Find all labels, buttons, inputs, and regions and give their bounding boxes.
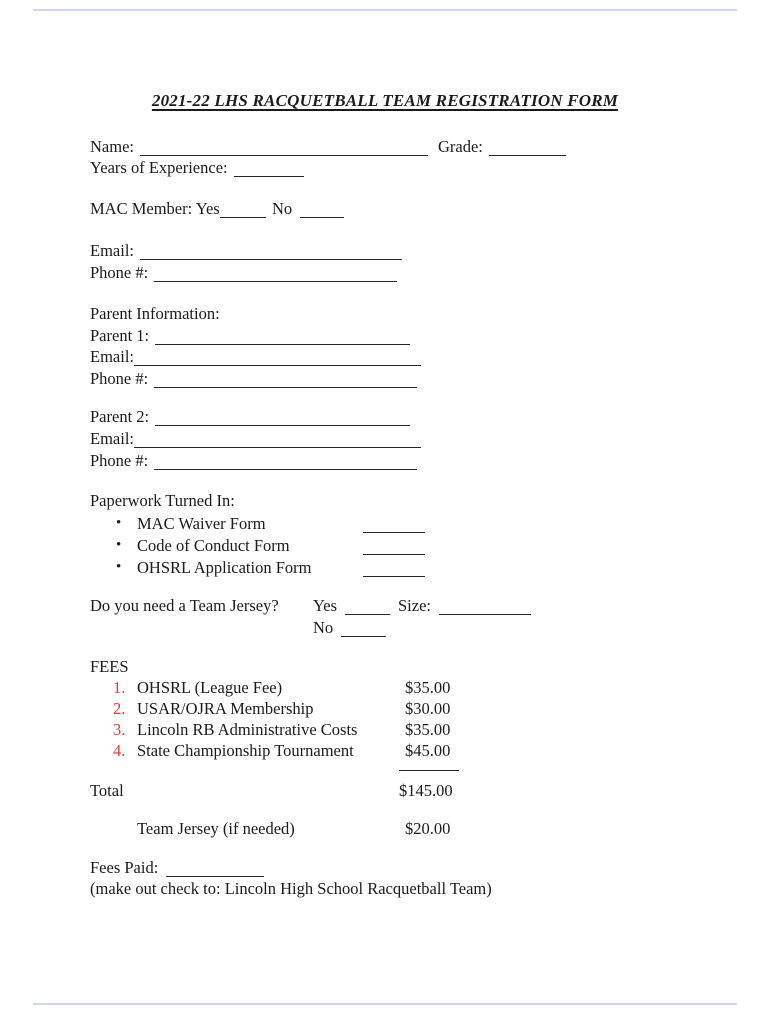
student-phone-blank[interactable] [154, 271, 397, 282]
grade-field-group [438, 136, 566, 157]
paperwork-item-row [0, 535, 770, 556]
student-email-label: Email: [90, 241, 134, 260]
total-row [0, 780, 770, 801]
check-note-row [0, 878, 770, 899]
parent2-email-blank[interactable] [134, 437, 421, 448]
paperwork-item-group [363, 557, 425, 578]
fee-label: USAR/OJRA Membership [137, 699, 314, 718]
fee-amount: $35.00 [405, 720, 451, 739]
parent2-name-blank[interactable] [155, 415, 410, 426]
fee-amount: $35.00 [405, 678, 451, 697]
team-jersey-fee-label: Team Jersey (if needed) [137, 819, 295, 838]
mac-member-yes-blank[interactable] [220, 207, 266, 218]
total-amount: $145.00 [399, 781, 453, 800]
page-top-edge-line [33, 9, 737, 11]
jersey-size-group [398, 595, 531, 616]
jersey-size-blank[interactable] [439, 604, 531, 615]
parent1-email-row [0, 346, 770, 367]
check-note: (make out check to: Lincoln High School Racquetball Team) [90, 879, 492, 898]
jersey-question-row [0, 595, 770, 616]
fee-row [0, 677, 770, 698]
parent1-phone-group [90, 368, 417, 389]
fees-paid-label: Fees Paid: [90, 858, 159, 877]
parent1-phone-label: Phone #: [90, 369, 149, 388]
years-experience-field-blank[interactable] [234, 166, 304, 177]
grade-label: Grade: [438, 137, 483, 156]
page-bottom-edge-line [33, 1003, 737, 1005]
fee-row [0, 698, 770, 719]
fee-label: State Championship Tournament [137, 741, 354, 760]
mac-member-no-label: No [272, 199, 293, 218]
fees-heading-row [0, 656, 770, 677]
jersey-yes-blank[interactable] [345, 604, 390, 615]
form-title-text: 2021-22 LHS RACQUETBALL TEAM REGISTRATION FORM [151, 91, 619, 110]
total-label: Total [90, 781, 124, 800]
student-email-blank[interactable] [140, 249, 402, 260]
years-field-group [90, 157, 304, 178]
parent2-phone-label: Phone #: [90, 451, 149, 470]
fee-amount: $30.00 [405, 699, 451, 718]
parent2-group [90, 406, 410, 427]
mac-waiver-blank[interactable] [363, 522, 425, 533]
jersey-size-label: Size: [398, 596, 431, 615]
mac-member-yes-group [90, 198, 266, 219]
paperwork-item-group [363, 535, 425, 556]
paperwork-item-label: Code of Conduct Form [137, 536, 290, 555]
paperwork-item-label: OHSRL Application Form [137, 558, 312, 577]
ohsrl-application-blank[interactable] [363, 566, 425, 577]
paperwork-heading-row [0, 490, 770, 511]
parent2-phone-row [0, 450, 770, 471]
mac-member-no-blank[interactable] [300, 207, 344, 218]
fee-row [0, 740, 770, 761]
fees-paid-blank[interactable] [166, 866, 264, 877]
fee-number: 4. [113, 741, 126, 760]
team-jersey-fee-amount: $20.00 [405, 819, 451, 838]
parent2-email-row [0, 428, 770, 449]
jersey-yes-label: Yes [313, 596, 338, 615]
parent1-label: Parent 1: [90, 326, 150, 345]
paperwork-item-row [0, 513, 770, 534]
fees-paid-row [0, 857, 770, 878]
bullet-icon: • [116, 515, 122, 531]
student-email-group [90, 240, 402, 261]
paperwork-item-label: MAC Waiver Form [137, 514, 266, 533]
fee-number: 2. [113, 699, 126, 718]
fee-label: OHSRL (League Fee) [137, 678, 283, 697]
parent-info-heading-row [0, 303, 770, 324]
fees-heading: FEES [90, 657, 129, 676]
parent1-phone-blank[interactable] [154, 377, 417, 388]
years-experience-row [0, 157, 770, 178]
name-field-group [90, 136, 428, 157]
mac-member-no-group [272, 198, 344, 219]
parent-info-heading: Parent Information: [90, 304, 220, 323]
parent1-email-group [90, 346, 421, 367]
bullet-icon: • [116, 559, 122, 575]
parent2-label: Parent 2: [90, 407, 150, 426]
jersey-no-row [0, 617, 770, 638]
fee-number: 1. [113, 678, 126, 697]
name-grade-row [0, 136, 770, 157]
parent2-row [0, 406, 770, 427]
grade-field-blank[interactable] [489, 145, 566, 156]
bullet-icon: • [116, 537, 122, 553]
parent2-email-label: Email: [90, 429, 134, 448]
team-jersey-fee-row [0, 818, 770, 839]
parent2-phone-blank[interactable] [154, 459, 417, 470]
jersey-no-group [313, 617, 386, 638]
paperwork-item-group [363, 513, 425, 534]
name-field-blank[interactable] [140, 145, 428, 156]
jersey-question-label: Do you need a Team Jersey? [90, 596, 279, 615]
student-phone-label: Phone #: [90, 263, 149, 282]
total-sum-line [399, 770, 459, 771]
name-label: Name: [90, 137, 134, 156]
mac-member-label: MAC Member: Yes [90, 199, 220, 218]
jersey-no-label: No [313, 618, 334, 637]
parent2-phone-group [90, 450, 417, 471]
fee-label: Lincoln RB Administrative Costs [137, 720, 358, 739]
parent1-row [0, 325, 770, 346]
parent1-phone-row [0, 368, 770, 389]
jersey-no-blank[interactable] [341, 626, 386, 637]
student-phone-group [90, 262, 397, 283]
paperwork-heading: Paperwork Turned In: [90, 491, 235, 510]
parent1-name-blank[interactable] [155, 334, 410, 345]
student-email-row [0, 240, 770, 261]
mac-member-row [0, 198, 770, 219]
code-of-conduct-blank[interactable] [363, 544, 425, 555]
form-title [0, 91, 770, 111]
paperwork-item-row [0, 557, 770, 578]
years-experience-label: Years of Experience: [90, 158, 228, 177]
parent1-email-label: Email: [90, 347, 134, 366]
parent1-email-blank[interactable] [134, 355, 421, 366]
fee-row [0, 719, 770, 740]
fee-amount: $45.00 [405, 741, 451, 760]
fees-paid-group [90, 857, 264, 878]
student-phone-row [0, 262, 770, 283]
fee-number: 3. [113, 720, 126, 739]
parent1-group [90, 325, 410, 346]
parent2-email-group [90, 428, 421, 449]
jersey-yes-group [313, 595, 390, 616]
